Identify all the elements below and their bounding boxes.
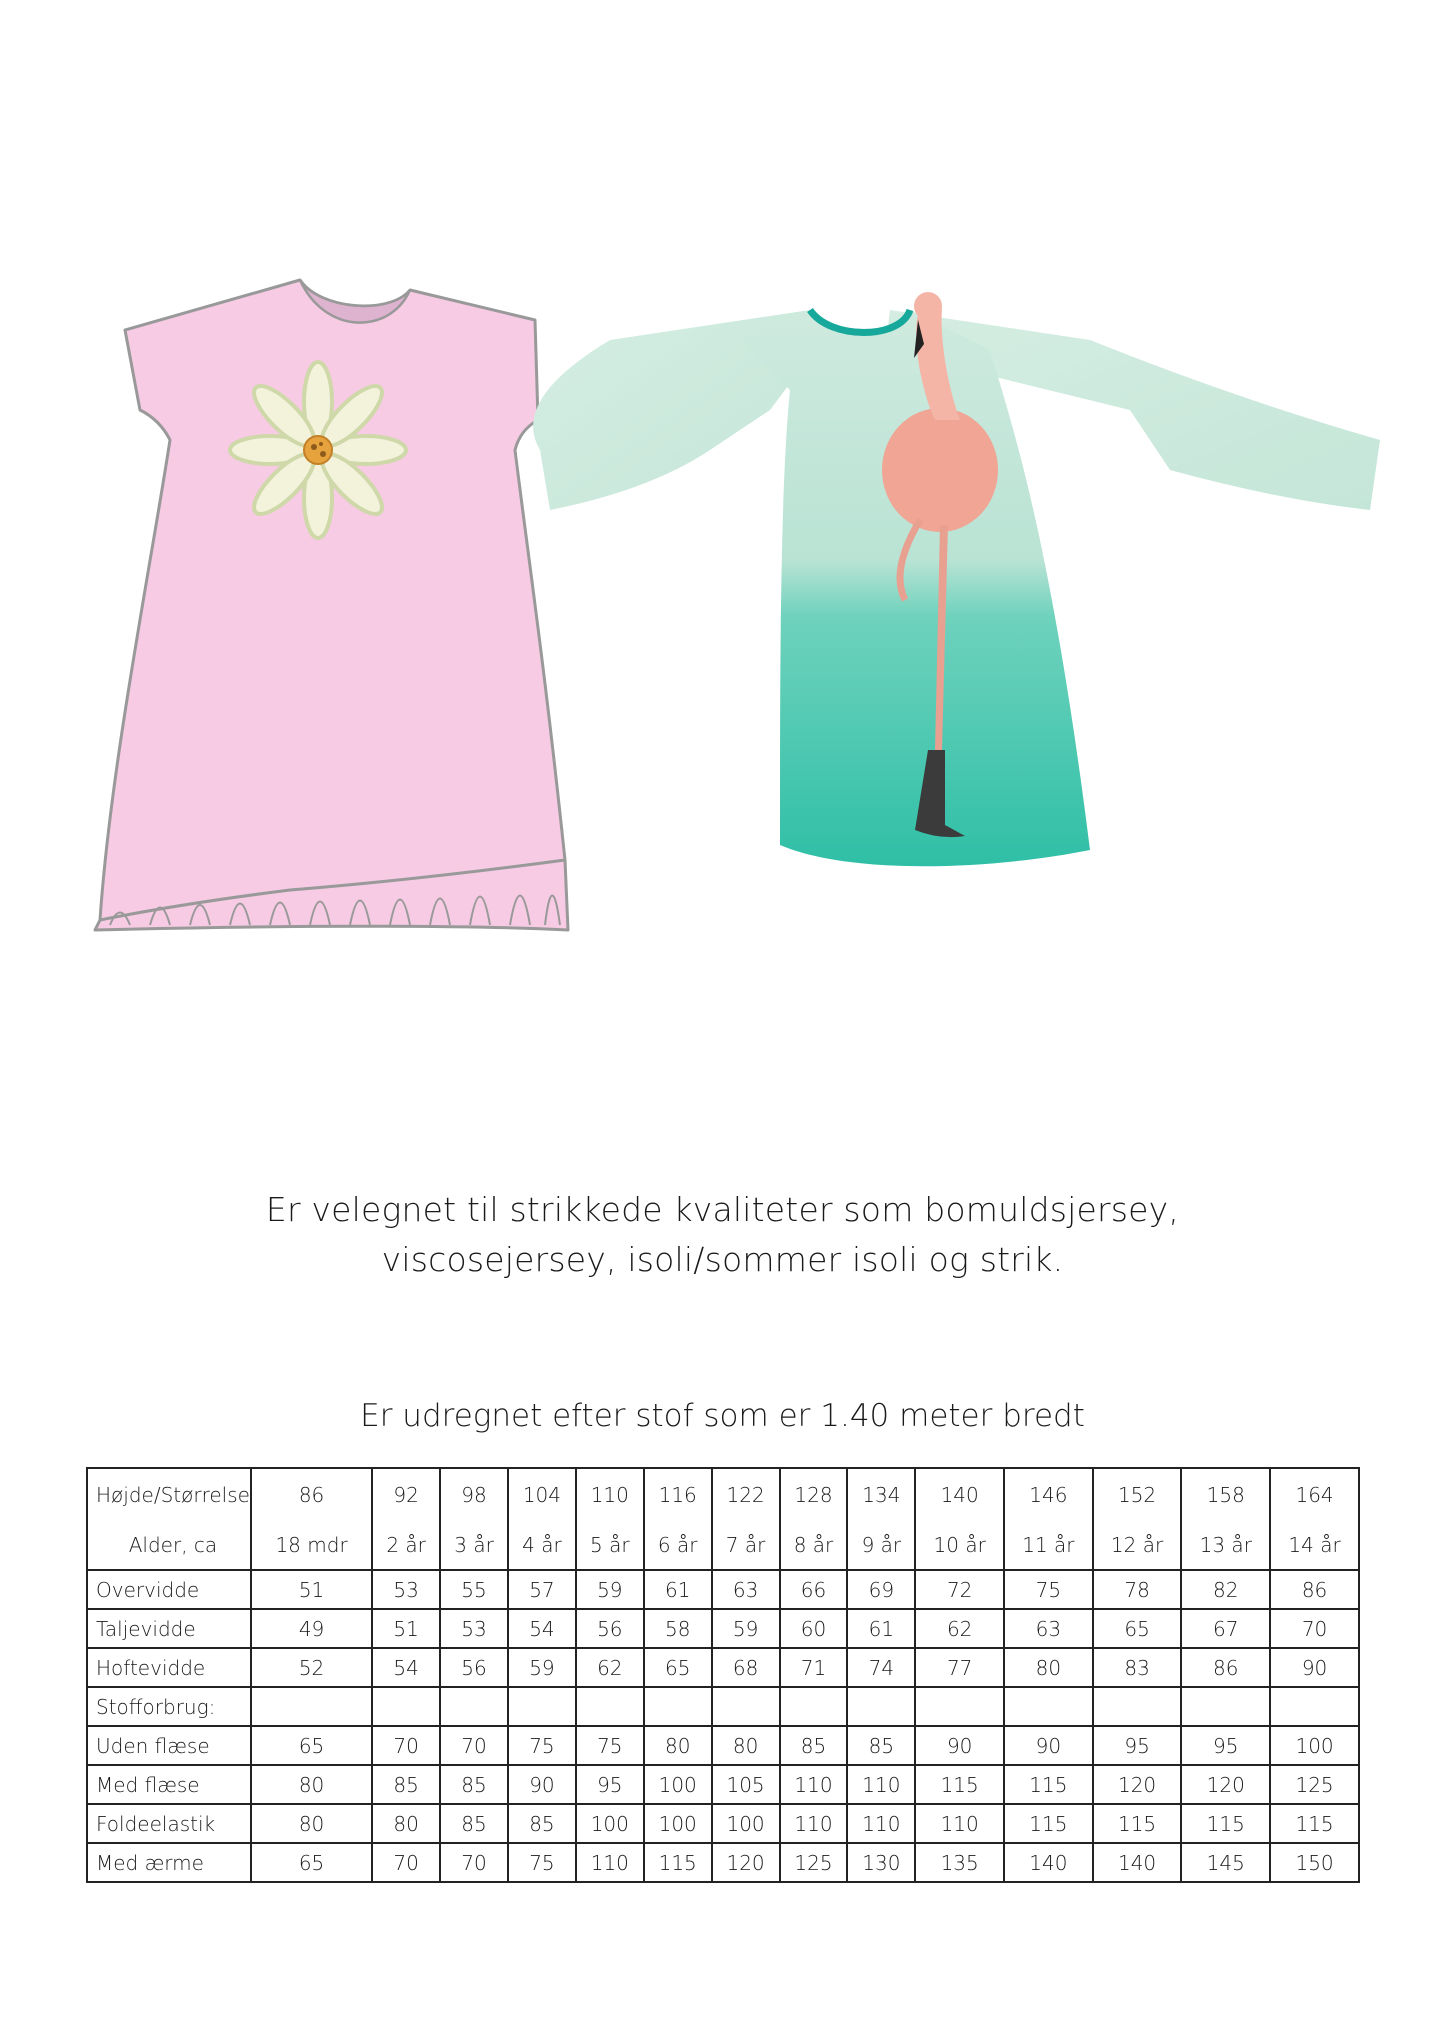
table-cell: 49 <box>251 1609 372 1648</box>
table-cell: 110 <box>915 1804 1004 1843</box>
table-cell: 63 <box>1004 1609 1093 1648</box>
table-cell: 110 <box>847 1804 915 1843</box>
table-cell: 105 <box>712 1765 780 1804</box>
table-row <box>87 1804 1359 1843</box>
table-cell: 110 <box>780 1804 848 1843</box>
table-cell: 100 <box>644 1765 712 1804</box>
size-value: 98 <box>461 1483 487 1507</box>
table-cell: 54 <box>508 1609 576 1648</box>
size-column-header <box>712 1468 780 1570</box>
size-column-header <box>1004 1468 1093 1570</box>
row-label: Med flæse <box>87 1765 251 1804</box>
size-value: 104 <box>522 1483 561 1507</box>
table-cell: 57 <box>508 1570 576 1609</box>
table-cell: 58 <box>644 1609 712 1648</box>
table-cell: 65 <box>251 1726 372 1765</box>
table-cell: 100 <box>1270 1726 1359 1765</box>
table-cell: 72 <box>915 1570 1004 1609</box>
table-cell: 125 <box>1270 1765 1359 1804</box>
table-row <box>87 1765 1359 1804</box>
table-row <box>87 1648 1359 1687</box>
table-cell <box>251 1687 372 1726</box>
age-value: 4 år <box>522 1533 562 1557</box>
table-cell: 115 <box>1181 1804 1270 1843</box>
table-cell: 54 <box>372 1648 440 1687</box>
size-column-header <box>1270 1468 1359 1570</box>
table-cell: 62 <box>576 1648 644 1687</box>
fabric-description <box>0 1185 1445 1285</box>
table-cell: 75 <box>508 1843 576 1882</box>
table-cell: 75 <box>1004 1570 1093 1609</box>
row-label: Hoftevidde <box>87 1648 251 1687</box>
table-cell: 70 <box>440 1726 508 1765</box>
table-cell: 140 <box>1093 1843 1182 1882</box>
table-cell: 56 <box>576 1609 644 1648</box>
table-cell: 80 <box>251 1765 372 1804</box>
table-cell: 80 <box>372 1804 440 1843</box>
table-cell: 86 <box>1270 1570 1359 1609</box>
size-value: 86 <box>298 1483 325 1507</box>
table-cell: 85 <box>847 1726 915 1765</box>
size-value: 110 <box>590 1483 629 1507</box>
table-cell <box>576 1687 644 1726</box>
size-value: 92 <box>393 1483 419 1507</box>
size-value: 164 <box>1295 1483 1334 1507</box>
table-cell <box>915 1687 1004 1726</box>
table-cell: 95 <box>576 1765 644 1804</box>
table-cell: 67 <box>1181 1609 1270 1648</box>
size-value: 116 <box>658 1483 697 1507</box>
table-cell: 86 <box>1181 1648 1270 1687</box>
table-cell: 115 <box>1093 1804 1182 1843</box>
size-column-header <box>1181 1468 1270 1570</box>
table-cell: 75 <box>576 1726 644 1765</box>
table-cell: 100 <box>644 1804 712 1843</box>
size-column-header <box>508 1468 576 1570</box>
table-cell: 140 <box>1004 1843 1093 1882</box>
size-value: 140 <box>940 1483 979 1507</box>
table-cell: 70 <box>440 1843 508 1882</box>
table-cell: 90 <box>508 1765 576 1804</box>
table-cell: 60 <box>780 1609 848 1648</box>
table-header-row <box>87 1468 1359 1570</box>
size-column-header <box>1093 1468 1182 1570</box>
table-cell: 115 <box>915 1765 1004 1804</box>
header-label-cell <box>87 1468 251 1570</box>
table-cell: 65 <box>1093 1609 1182 1648</box>
age-value: 2 år <box>386 1533 426 1557</box>
size-value: 128 <box>794 1483 833 1507</box>
table-cell: 110 <box>847 1765 915 1804</box>
table-cell: 85 <box>780 1726 848 1765</box>
table-cell: 69 <box>847 1570 915 1609</box>
table-cell: 56 <box>440 1648 508 1687</box>
table-row <box>87 1570 1359 1609</box>
flamingo-dress <box>533 292 1380 866</box>
table-cell: 65 <box>644 1648 712 1687</box>
table-cell: 95 <box>1181 1726 1270 1765</box>
row-label: Stofforbrug: <box>87 1687 251 1726</box>
table-cell: 82 <box>1181 1570 1270 1609</box>
table-cell: 63 <box>712 1570 780 1609</box>
table-cell: 71 <box>780 1648 848 1687</box>
age-value: 13 år <box>1199 1533 1252 1557</box>
table-cell: 70 <box>372 1726 440 1765</box>
size-column-header <box>372 1468 440 1570</box>
table-cell <box>1004 1687 1093 1726</box>
table-cell: 66 <box>780 1570 848 1609</box>
size-value: 158 <box>1206 1483 1245 1507</box>
table-cell: 85 <box>372 1765 440 1804</box>
table-cell: 90 <box>915 1726 1004 1765</box>
table-cell: 100 <box>576 1804 644 1843</box>
table-cell: 115 <box>1270 1804 1359 1843</box>
table-cell: 61 <box>644 1570 712 1609</box>
table-cell <box>440 1687 508 1726</box>
size-column-header <box>644 1468 712 1570</box>
description-line: Er velegnet til strikkede kvaliteter som bomuldsjersey, <box>265 1190 1180 1229</box>
table-cell <box>372 1687 440 1726</box>
table-cell: 150 <box>1270 1843 1359 1882</box>
table-cell: 68 <box>712 1648 780 1687</box>
table-cell: 135 <box>915 1843 1004 1882</box>
age-value: 8 år <box>793 1533 834 1557</box>
size-column-header <box>915 1468 1004 1570</box>
age-value: 6 år <box>657 1533 698 1557</box>
age-value: 9 år <box>861 1533 902 1557</box>
pink-ruffle-dress <box>95 280 568 930</box>
table-cell: 75 <box>508 1726 576 1765</box>
table-row <box>87 1609 1359 1648</box>
table-cell: 80 <box>712 1726 780 1765</box>
dress-illustrations <box>90 270 1390 950</box>
table-cell: 115 <box>644 1843 712 1882</box>
table-cell: 120 <box>1181 1765 1270 1804</box>
table-cell: 51 <box>251 1570 372 1609</box>
table-cell: 115 <box>1004 1765 1093 1804</box>
table-cell: 120 <box>1093 1765 1182 1804</box>
table-cell: 145 <box>1181 1843 1270 1882</box>
age-value: 10 år <box>933 1533 986 1557</box>
age-value: 14 år <box>1288 1533 1341 1557</box>
table-cell: 85 <box>440 1804 508 1843</box>
table-cell: 80 <box>251 1804 372 1843</box>
table-cell: 51 <box>372 1609 440 1648</box>
table-cell: 83 <box>1093 1648 1182 1687</box>
header-label-age: Alder, ca <box>128 1533 218 1557</box>
table-cell: 90 <box>1004 1726 1093 1765</box>
table-cell: 85 <box>440 1765 508 1804</box>
table-cell <box>1181 1687 1270 1726</box>
age-value: 18 mdr <box>275 1533 348 1557</box>
table-cell <box>644 1687 712 1726</box>
table-cell: 70 <box>1270 1609 1359 1648</box>
table-cell: 78 <box>1093 1570 1182 1609</box>
table-cell: 53 <box>440 1609 508 1648</box>
size-column-header <box>576 1468 644 1570</box>
row-label: Foldeelastik <box>87 1804 251 1843</box>
table-cell: 125 <box>780 1843 848 1882</box>
size-value: 146 <box>1029 1483 1068 1507</box>
table-cell: 70 <box>372 1843 440 1882</box>
row-label: Overvidde <box>87 1570 251 1609</box>
table-cell: 59 <box>576 1570 644 1609</box>
row-label: Med ærme <box>87 1843 251 1882</box>
age-value: 7 år <box>725 1533 766 1557</box>
table-row <box>87 1687 1359 1726</box>
table-cell: 52 <box>251 1648 372 1687</box>
size-value: 152 <box>1117 1483 1157 1507</box>
daisy-flower <box>230 362 406 538</box>
age-value: 5 år <box>590 1533 630 1557</box>
table-cell: 115 <box>1004 1804 1093 1843</box>
fabric-width-note: Er udregnet efter stof som er 1.40 meter bredt <box>360 1398 1085 1434</box>
table-cell: 59 <box>508 1648 576 1687</box>
table-cell: 110 <box>576 1843 644 1882</box>
table-cell <box>1093 1687 1182 1726</box>
table-cell <box>1270 1687 1359 1726</box>
table-cell: 100 <box>712 1804 780 1843</box>
header-label-height: Højde/Størrelse <box>96 1483 250 1507</box>
table-cell <box>847 1687 915 1726</box>
size-column-header <box>440 1468 508 1570</box>
table-cell <box>712 1687 780 1726</box>
size-value: 134 <box>862 1483 901 1507</box>
size-column-header <box>847 1468 915 1570</box>
age-value: 11 år <box>1022 1533 1075 1557</box>
table-cell: 80 <box>644 1726 712 1765</box>
age-value: 3 år <box>454 1533 494 1557</box>
table-cell <box>780 1687 848 1726</box>
table-cell: 90 <box>1270 1648 1359 1687</box>
table-cell <box>508 1687 576 1726</box>
table-cell: 85 <box>508 1804 576 1843</box>
table-cell: 120 <box>712 1843 780 1882</box>
table-cell: 130 <box>847 1843 915 1882</box>
row-label: Uden flæse <box>87 1726 251 1765</box>
table-cell: 55 <box>440 1570 508 1609</box>
table-cell: 59 <box>712 1609 780 1648</box>
table-row <box>87 1726 1359 1765</box>
table-cell: 53 <box>372 1570 440 1609</box>
table-cell: 110 <box>780 1765 848 1804</box>
table-cell: 77 <box>915 1648 1004 1687</box>
row-label: Taljevidde <box>87 1609 251 1648</box>
table-cell: 95 <box>1093 1726 1182 1765</box>
table-row <box>87 1843 1359 1882</box>
table-cell: 61 <box>847 1609 915 1648</box>
size-value: 122 <box>726 1483 765 1507</box>
table-cell: 74 <box>847 1648 915 1687</box>
table-cell: 62 <box>915 1609 1004 1648</box>
size-column-header <box>780 1468 848 1570</box>
description-line: viscosejersey, isoli/sommer isoli og strik. <box>381 1240 1064 1279</box>
size-column-header <box>251 1468 372 1570</box>
table-cell: 65 <box>251 1843 372 1882</box>
size-table <box>86 1467 1360 1883</box>
age-value: 12 år <box>1110 1533 1164 1557</box>
table-cell: 80 <box>1004 1648 1093 1687</box>
